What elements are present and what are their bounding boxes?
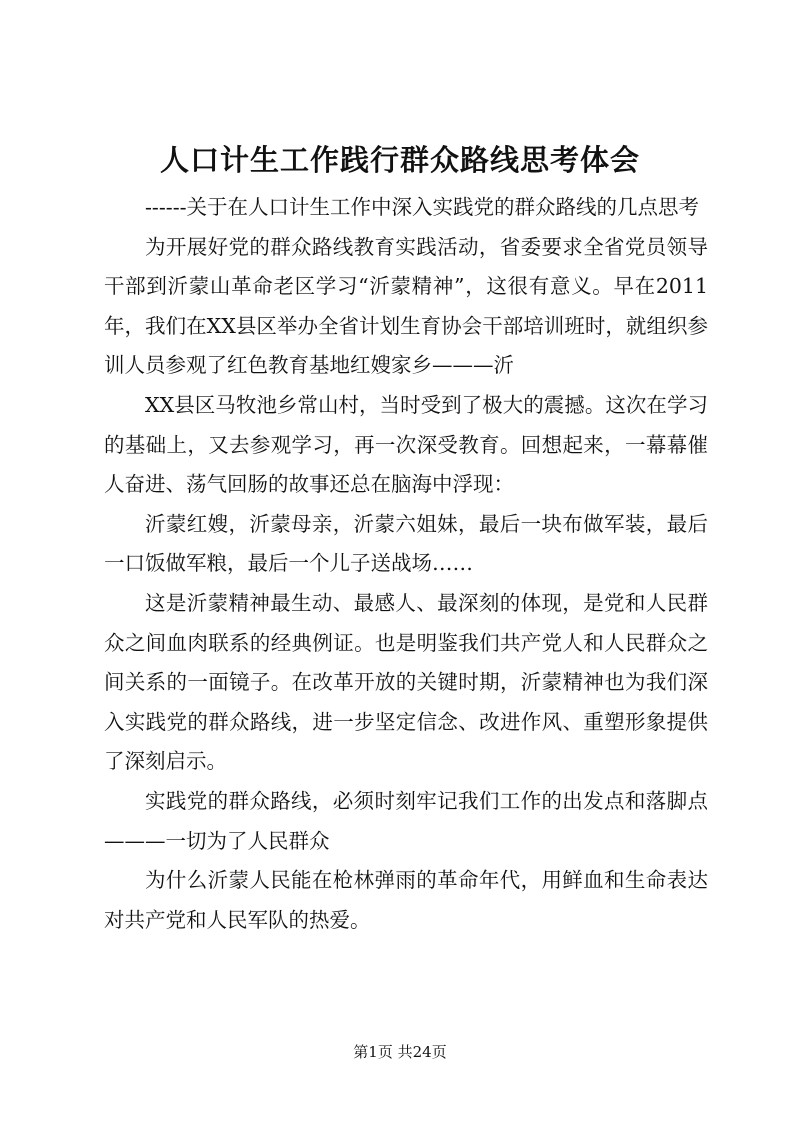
paragraph: 为开展好党的群众路线教育实践活动，省委要求全省党员领导干部到沂蒙山革命老区学习“沂蒙精神”，这很有意义。早在2011年，我们在XX县区举办全省计划生育协会干部培训班时，就组织参训人员参观了红色教育基地红嫂家乡———沂	[104, 234, 708, 378]
page-number-footer: 第1页 共24页	[353, 1043, 447, 1061]
paragraph: 沂蒙红嫂，沂蒙母亲，沂蒙六姐妹，最后一块布做军装，最后一口饭做军粮，最后一个儿子送战场……	[104, 511, 708, 576]
paragraph: XX县区马牧池乡常山村，当时受到了极大的震撼。这次在学习的基础上，又去参观学习，再一次深受教育。回想起来，一幕幕催人奋进、荡气回肠的故事还总在脑海中浮现：	[104, 392, 708, 497]
paragraph: 为什么沂蒙人民能在枪林弹雨的革命年代，用鲜血和生命表达对共产党和人民军队的热爱。	[104, 868, 708, 932]
document-body	[104, 188, 708, 940]
paragraph: 实践党的群众路线，必须时刻牢记我们工作的出发点和落脚点———一切为了人民群众	[104, 788, 708, 853]
paragraph: 这是沂蒙精神最生动、最感人、最深刻的体现，是党和人民群众之间血肉联系的经典例证。也是明鉴我们共产党人和人民群众之间关系的一面镜子。在改革开放的关键时期，沂蒙精神也为我们深入实践党的群众路线，进一步坚定信念、改进作风、重塑形象提供了深刻启示。	[104, 590, 708, 774]
subtitle-paragraph: ------关于在人口计生工作中深入实践党的群众路线的几点思考	[145, 195, 700, 219]
document-title: 人口计生工作践行群众路线思考体会	[159, 143, 640, 177]
